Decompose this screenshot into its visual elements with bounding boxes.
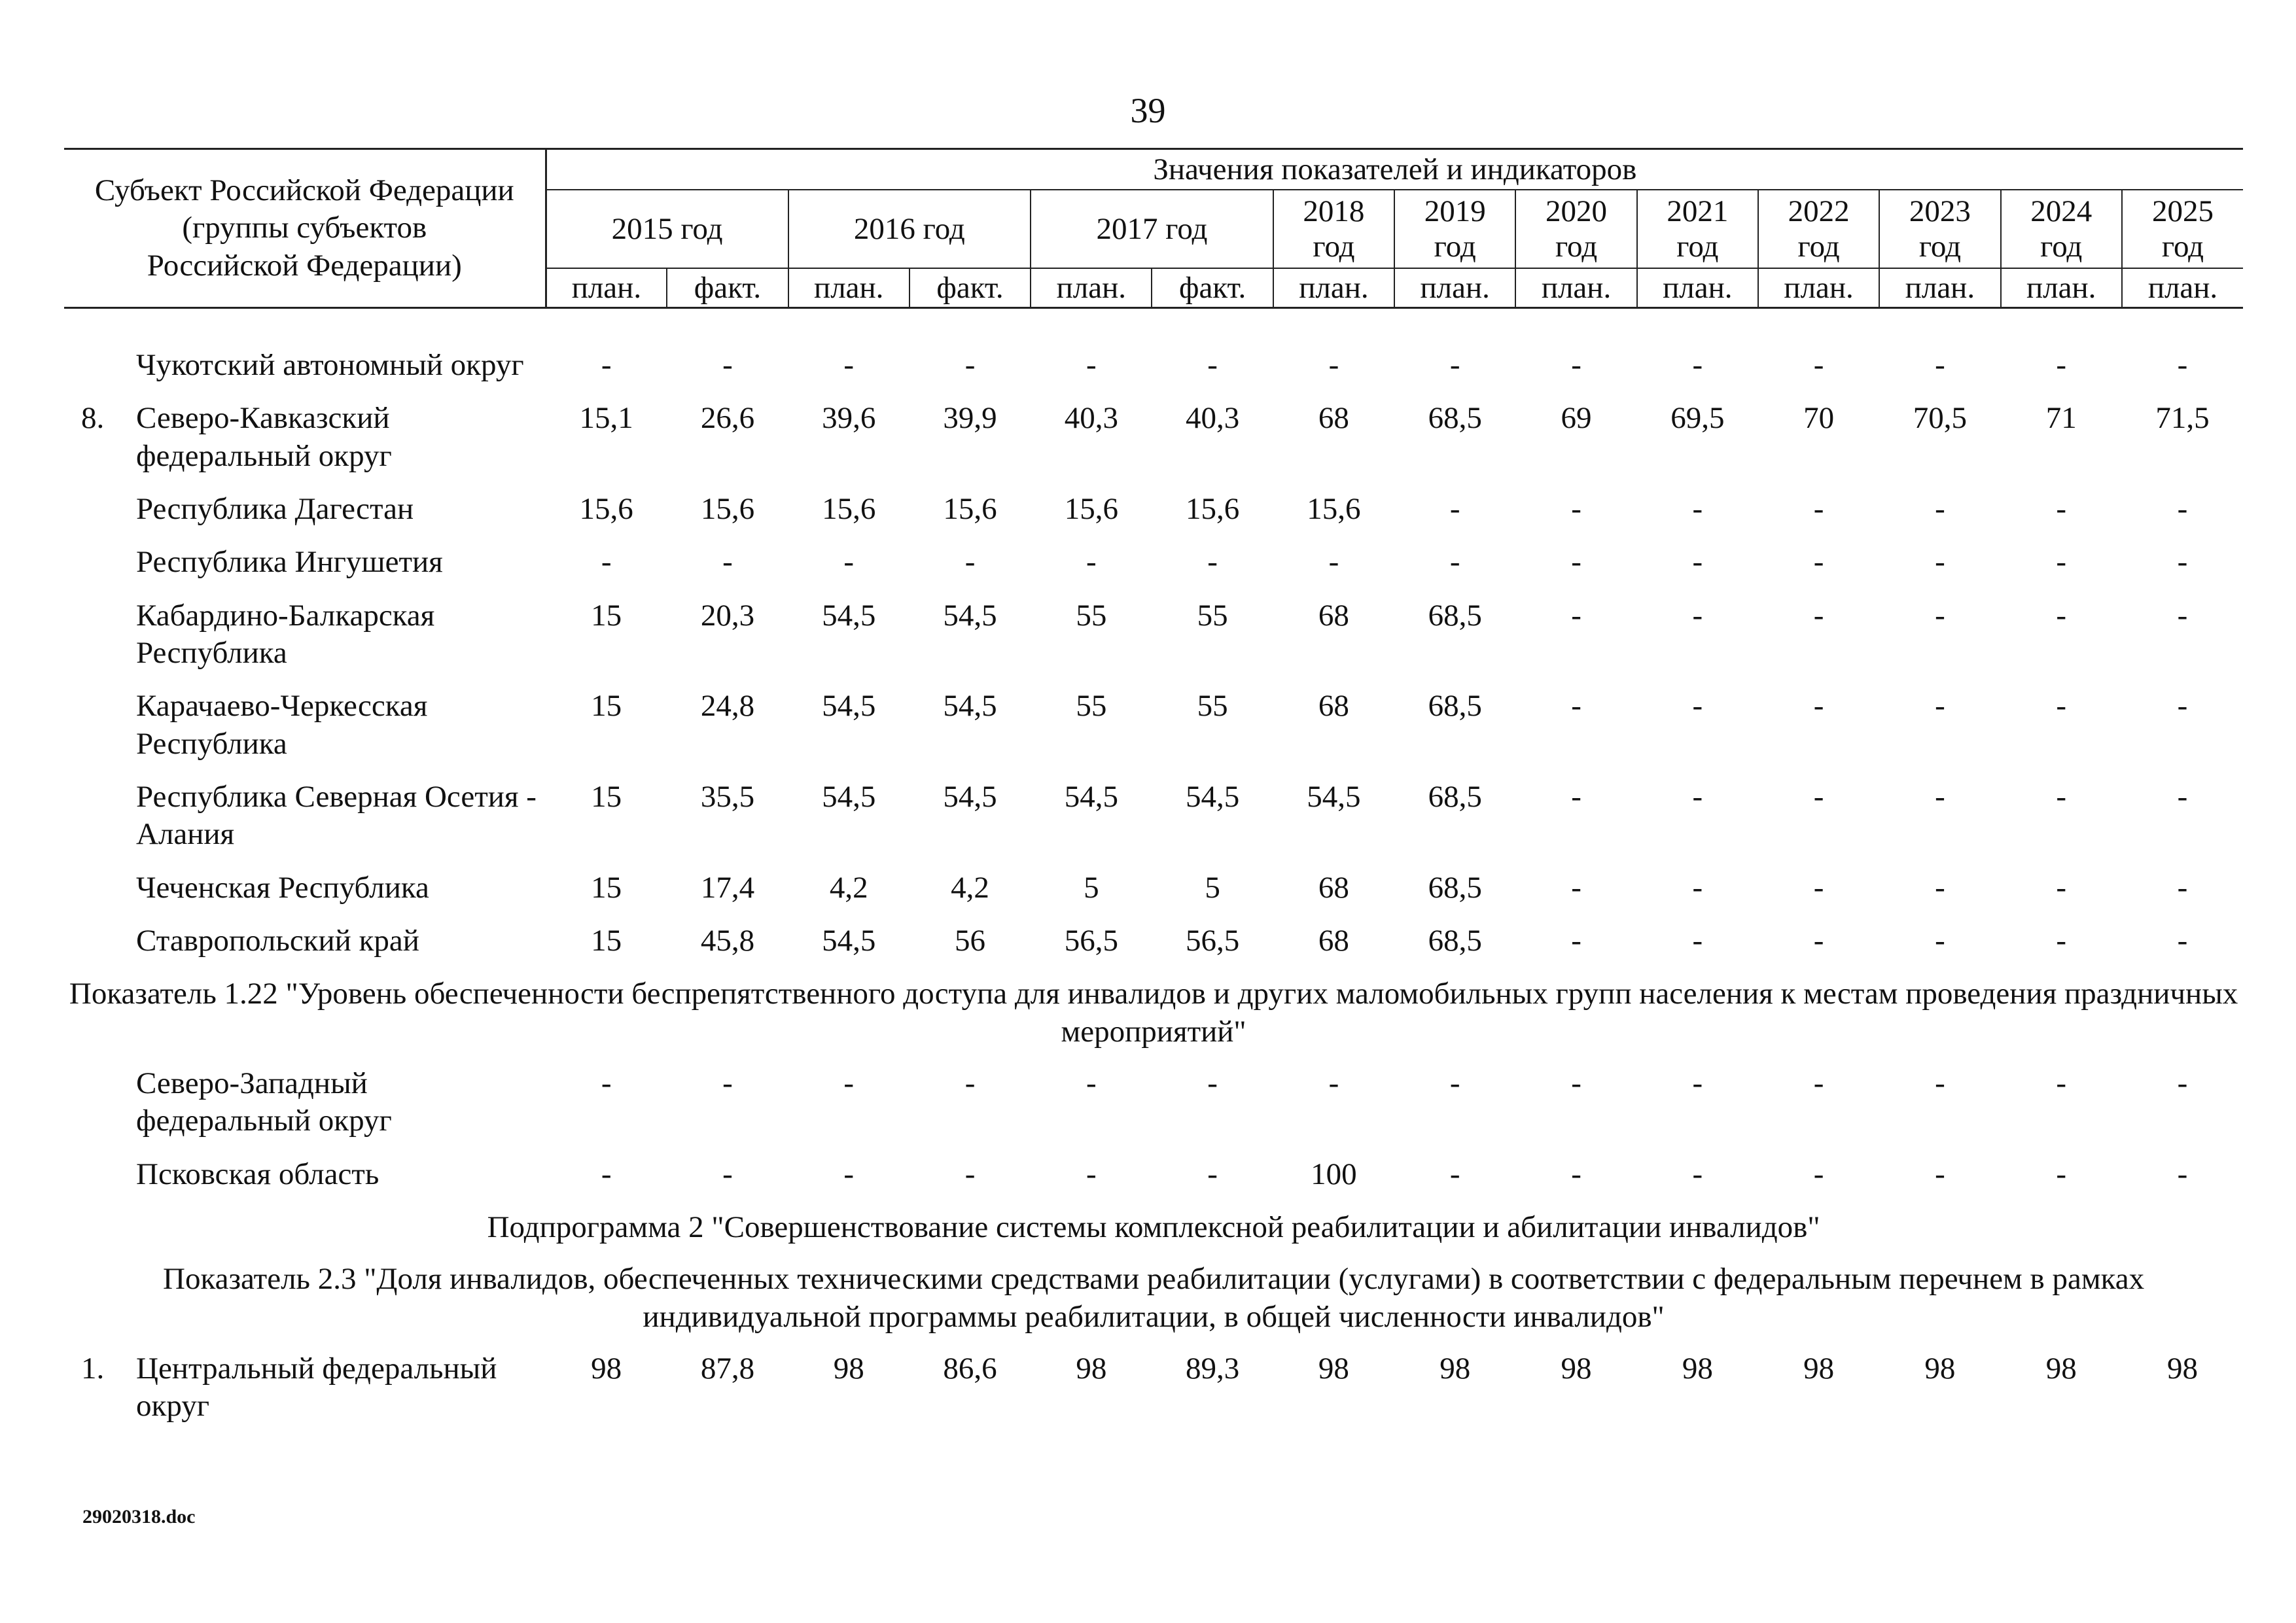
value-cell: 71 [2045, 401, 2077, 436]
plan-fact-header: план. [546, 268, 667, 308]
value-cell: 68 [1318, 923, 1349, 958]
value-cell: - [1692, 348, 1703, 382]
section-heading-row [64, 1202, 2243, 1254]
value-cell: - [1692, 1066, 1703, 1100]
value-cell: - [1207, 1157, 1218, 1191]
value-cell: 54,5 [943, 689, 997, 724]
value-cell: - [1571, 1066, 1581, 1100]
row-number: 8. [81, 401, 105, 436]
value-cell: - [1813, 923, 1824, 958]
section-heading-row [64, 1254, 2243, 1344]
value-cell: - [2056, 779, 2067, 814]
value-cell: 45,8 [700, 923, 755, 958]
value-cell: 68 [1318, 598, 1349, 633]
value-cell: - [1692, 689, 1703, 724]
value-cell: 54,5 [1064, 779, 1118, 814]
value-cell: 54,5 [1186, 779, 1240, 814]
value-cell: - [1935, 689, 1945, 724]
value-cell: - [1692, 598, 1703, 633]
value-cell: - [1692, 923, 1703, 958]
row-number [64, 863, 136, 916]
value-cell: - [843, 1066, 855, 1100]
value-cell: 55 [1076, 598, 1107, 633]
value-cell: - [1449, 545, 1460, 580]
region-name: Чукотский автономный округ [136, 348, 524, 382]
value-cell: 100 [1311, 1157, 1357, 1191]
region-name: Северо-Западный федеральный округ [136, 1066, 392, 1138]
row-number: 1. [81, 1351, 105, 1386]
region-name: Карачаево-Черкесская Республика [136, 689, 428, 761]
value-cell: 24,8 [700, 689, 755, 724]
value-cell: - [1813, 689, 1824, 724]
row-number [64, 484, 136, 537]
plan-fact-header: факт. [1152, 268, 1273, 308]
value-cell: 55 [1076, 689, 1107, 724]
region-name: Центральный федеральный округ [136, 1351, 497, 1423]
row-number [64, 591, 136, 682]
value-cell: - [1328, 348, 1339, 382]
value-cell: - [2056, 598, 2067, 633]
value-cell: 15,6 [579, 491, 633, 526]
row-number [64, 681, 136, 772]
value-cell: - [1449, 491, 1460, 526]
value-cell: - [1571, 348, 1581, 382]
value-cell: - [1935, 598, 1945, 633]
region-name: Республика Дагестан [136, 491, 414, 526]
value-cell: 98 [1682, 1351, 1713, 1386]
value-cell: 4,2 [951, 870, 989, 905]
value-cell: 98 [1076, 1351, 1107, 1386]
value-cell: 55 [1197, 689, 1228, 724]
value-cell: - [2177, 870, 2188, 905]
value-cell: - [1328, 545, 1339, 580]
plan-fact-header: план. [1031, 268, 1152, 308]
value-cell: - [1813, 1157, 1824, 1191]
value-cell: - [722, 348, 733, 382]
value-cell: - [843, 545, 855, 580]
year-header: 2015 год [546, 190, 788, 268]
value-cell: - [1813, 779, 1824, 814]
value-cell: 68,5 [1428, 689, 1482, 724]
value-cell: 35,5 [700, 779, 755, 814]
region-name: Кабардино-Балкарская Республика [136, 598, 435, 670]
value-cell: - [1571, 923, 1581, 958]
value-cell: - [1692, 779, 1703, 814]
value-cell: - [1935, 348, 1945, 382]
value-cell: 98 [2167, 1351, 2198, 1386]
table-row [64, 1149, 2243, 1202]
value-cell: - [2177, 923, 2188, 958]
value-cell: - [1692, 870, 1703, 905]
value-cell: - [964, 1157, 976, 1191]
value-cell: 98 [1561, 1351, 1592, 1386]
value-cell: 15 [591, 598, 622, 633]
value-cell: 98 [1803, 1351, 1835, 1386]
value-cell: - [1935, 923, 1945, 958]
value-cell: 20,3 [700, 598, 755, 633]
value-cell: 26,6 [700, 401, 755, 436]
subject-column-header [64, 149, 546, 308]
value-cell: - [1692, 1157, 1703, 1191]
row-number [64, 916, 136, 969]
value-cell: 86,6 [943, 1351, 997, 1386]
value-cell: - [2056, 1066, 2067, 1100]
value-cell: 5 [1084, 870, 1099, 905]
value-cell: - [1449, 348, 1460, 382]
value-cell: 71,5 [2155, 401, 2210, 436]
region-name: Республика Ингушетия [136, 545, 443, 580]
year-header: 2021 год [1637, 190, 1758, 268]
value-cell: 17,4 [700, 870, 755, 905]
value-cell: - [1449, 1066, 1460, 1100]
value-cell: - [1813, 491, 1824, 526]
year-header: 2024 год [2001, 190, 2122, 268]
plan-fact-header: факт. [667, 268, 788, 308]
value-cell: - [1935, 545, 1945, 580]
value-cell: - [1935, 1066, 1945, 1100]
footer-filename: 29020318.doc [82, 1506, 196, 1527]
region-name: Чеченская Республика [136, 870, 429, 905]
value-cell: - [2177, 348, 2188, 382]
value-cell: - [1207, 545, 1218, 580]
plan-fact-header: план. [1273, 268, 1394, 308]
value-cell: - [601, 545, 612, 580]
value-cell: 15 [591, 689, 622, 724]
value-cell: 68,5 [1428, 870, 1482, 905]
value-cell: 54,5 [822, 779, 876, 814]
row-number [64, 1058, 136, 1149]
year-header: 2018 год [1273, 190, 1394, 268]
values-header: Значения показателей и индикаторов [546, 149, 2243, 190]
table-row [64, 537, 2243, 590]
value-cell: - [1086, 1066, 1097, 1100]
value-cell: - [1692, 545, 1703, 580]
table-row [64, 772, 2243, 863]
value-cell: 54,5 [1307, 779, 1361, 814]
value-cell: 39,9 [943, 401, 997, 436]
region-name: Псковская область [136, 1157, 380, 1191]
value-cell: 15 [591, 870, 622, 905]
value-cell: - [1813, 348, 1824, 382]
value-cell: - [2177, 689, 2188, 724]
value-cell: 15,6 [822, 491, 876, 526]
value-cell: 15 [591, 779, 622, 814]
value-cell: 15,1 [579, 401, 633, 436]
year-header: 2022 год [1758, 190, 1879, 268]
value-cell: - [601, 1066, 612, 1100]
year-header: 2019 год [1394, 190, 1515, 268]
section-heading: Показатель 1.22 "Уровень обеспеченности беспрепятственного доступа для инвалидов и других маломобильных групп населения к местам проведения праздничных мероприятий" [69, 977, 2238, 1049]
value-cell: - [1813, 870, 1824, 905]
value-cell: 39,6 [822, 401, 876, 436]
value-cell: - [1935, 491, 1945, 526]
value-cell: - [2056, 689, 2067, 724]
value-cell: - [1571, 1157, 1581, 1191]
value-cell: - [1571, 870, 1581, 905]
plan-fact-header: план. [1515, 268, 1636, 308]
value-cell: - [1086, 1157, 1097, 1191]
value-cell: 54,5 [943, 779, 997, 814]
value-cell: - [2177, 1066, 2188, 1100]
value-cell: 98 [1439, 1351, 1471, 1386]
plan-fact-header: план. [2147, 270, 2218, 305]
value-cell: - [1571, 689, 1581, 724]
value-cell: - [964, 1066, 976, 1100]
value-cell: - [1571, 545, 1581, 580]
value-cell: 40,3 [1064, 401, 1118, 436]
value-cell: 98 [591, 1351, 622, 1386]
plan-fact-header: план. [788, 268, 910, 308]
plan-fact-header: план. [2001, 268, 2122, 308]
value-cell: - [2177, 598, 2188, 633]
plan-fact-header: план. [1637, 268, 1758, 308]
year-header: 2017 год [1031, 190, 1273, 268]
value-cell: - [843, 1157, 855, 1191]
value-cell: 56,5 [1186, 923, 1240, 958]
value-cell: 4,2 [829, 870, 868, 905]
value-cell: - [2056, 348, 2067, 382]
value-cell: - [1692, 491, 1703, 526]
value-cell: 98 [1318, 1351, 1349, 1386]
table-row [64, 340, 2243, 393]
value-cell: - [1935, 1157, 1945, 1191]
value-cell: 69,5 [1670, 401, 1725, 436]
table-row [64, 484, 2243, 537]
value-cell: 68,5 [1428, 401, 1482, 436]
value-cell: - [1207, 1066, 1218, 1100]
value-cell: - [2177, 1157, 2188, 1191]
value-cell: - [2177, 545, 2188, 580]
value-cell: - [1571, 779, 1581, 814]
value-cell: - [601, 1157, 612, 1191]
value-cell: 98 [1924, 1351, 1956, 1386]
value-cell: - [2056, 545, 2067, 580]
value-cell: 15,6 [700, 491, 755, 526]
value-cell: - [1086, 545, 1097, 580]
value-cell: 40,3 [1186, 401, 1240, 436]
value-cell: - [1086, 348, 1097, 382]
table-row [64, 1058, 2243, 1149]
value-cell: - [722, 1066, 733, 1100]
row-number [64, 772, 136, 863]
value-cell: 98 [2045, 1351, 2077, 1386]
year-header: 2016 год [788, 190, 1031, 268]
value-cell: - [2177, 779, 2188, 814]
year-header: 2020 год [1515, 190, 1636, 268]
value-cell: 15,6 [943, 491, 997, 526]
value-cell: - [1328, 1066, 1339, 1100]
value-cell: 15,6 [1307, 491, 1361, 526]
value-cell: 68 [1318, 870, 1349, 905]
value-cell: 70,5 [1913, 401, 1968, 436]
table-body [64, 308, 2243, 1435]
value-cell: - [1935, 870, 1945, 905]
value-cell: - [964, 545, 976, 580]
subject-header-line1: Субъект Российской Федерации [94, 173, 514, 207]
value-cell: - [2056, 1157, 2067, 1191]
year-header: 2023 год [1879, 190, 2000, 268]
value-cell: - [2056, 923, 2067, 958]
value-cell: - [2056, 491, 2067, 526]
section-heading: Показатель 2.3 "Доля инвалидов, обеспеченных техническими средствами реабилитации (услугами) в соответствии с федеральным перечнем в рамках индивидуальной программы реабилитации, в общей численности инвалидов" [163, 1262, 2145, 1334]
section-heading-row [64, 969, 2243, 1058]
value-cell: - [1813, 598, 1824, 633]
value-cell: 54,5 [822, 598, 876, 633]
value-cell: 54,5 [822, 923, 876, 958]
region-name: Северо-Кавказский федеральный округ [136, 401, 392, 473]
value-cell: 68,5 [1428, 923, 1482, 958]
value-cell: 98 [833, 1351, 864, 1386]
subject-header-line2: (группы субъектов [182, 211, 427, 245]
indicators-table [64, 148, 2243, 1435]
table-row [64, 591, 2243, 682]
year-header: 2025 год [2122, 190, 2243, 268]
value-cell: 68 [1318, 401, 1349, 436]
row-number [64, 340, 136, 393]
table-row [64, 681, 2243, 772]
table-row [64, 393, 2243, 484]
value-cell: 15 [591, 923, 622, 958]
row-number [64, 1149, 136, 1202]
value-cell: 68,5 [1428, 598, 1482, 633]
value-cell: - [1571, 491, 1581, 526]
region-name: Ставропольский край [136, 923, 419, 958]
region-name: Республика Северная Осетия - Алания [136, 779, 537, 852]
table-row [64, 916, 2243, 969]
value-cell: - [601, 348, 612, 382]
value-cell: 69 [1561, 401, 1592, 436]
value-cell: 55 [1197, 598, 1228, 633]
plan-fact-header: факт. [910, 268, 1031, 308]
page-number: 39 [1130, 91, 1166, 130]
value-cell: 56,5 [1064, 923, 1118, 958]
value-cell: 68,5 [1428, 779, 1482, 814]
value-cell: - [2056, 870, 2067, 905]
value-cell: 15,6 [1186, 491, 1240, 526]
row-number [64, 537, 136, 590]
section-heading: Подпрограмма 2 "Совершенствование системы комплексной реабилитации и абилитации инвалидов" [487, 1210, 1820, 1244]
value-cell: - [843, 348, 855, 382]
plan-fact-header: план. [1879, 268, 2000, 308]
subject-header-line3: Российской Федерации) [147, 248, 462, 283]
value-cell: - [1935, 779, 1945, 814]
value-cell: - [722, 545, 733, 580]
value-cell: - [2177, 491, 2188, 526]
value-cell: - [964, 348, 976, 382]
value-cell: - [1813, 1066, 1824, 1100]
value-cell: 54,5 [943, 598, 997, 633]
value-cell: 89,3 [1186, 1351, 1240, 1386]
value-cell: - [1207, 348, 1218, 382]
value-cell: - [1449, 1157, 1460, 1191]
table-row [64, 863, 2243, 916]
table-row [64, 1344, 2243, 1435]
plan-fact-header: план. [1758, 268, 1879, 308]
value-cell: 54,5 [822, 689, 876, 724]
value-cell: 15,6 [1064, 491, 1118, 526]
value-cell: 5 [1205, 870, 1220, 905]
value-cell: - [1813, 545, 1824, 580]
value-cell: 70 [1803, 401, 1835, 436]
value-cell: 68 [1318, 689, 1349, 724]
value-cell: 56 [955, 923, 986, 958]
plan-fact-header: план. [1394, 268, 1515, 308]
value-cell: - [1571, 598, 1581, 633]
value-cell: - [722, 1157, 733, 1191]
value-cell: 87,8 [700, 1351, 755, 1386]
